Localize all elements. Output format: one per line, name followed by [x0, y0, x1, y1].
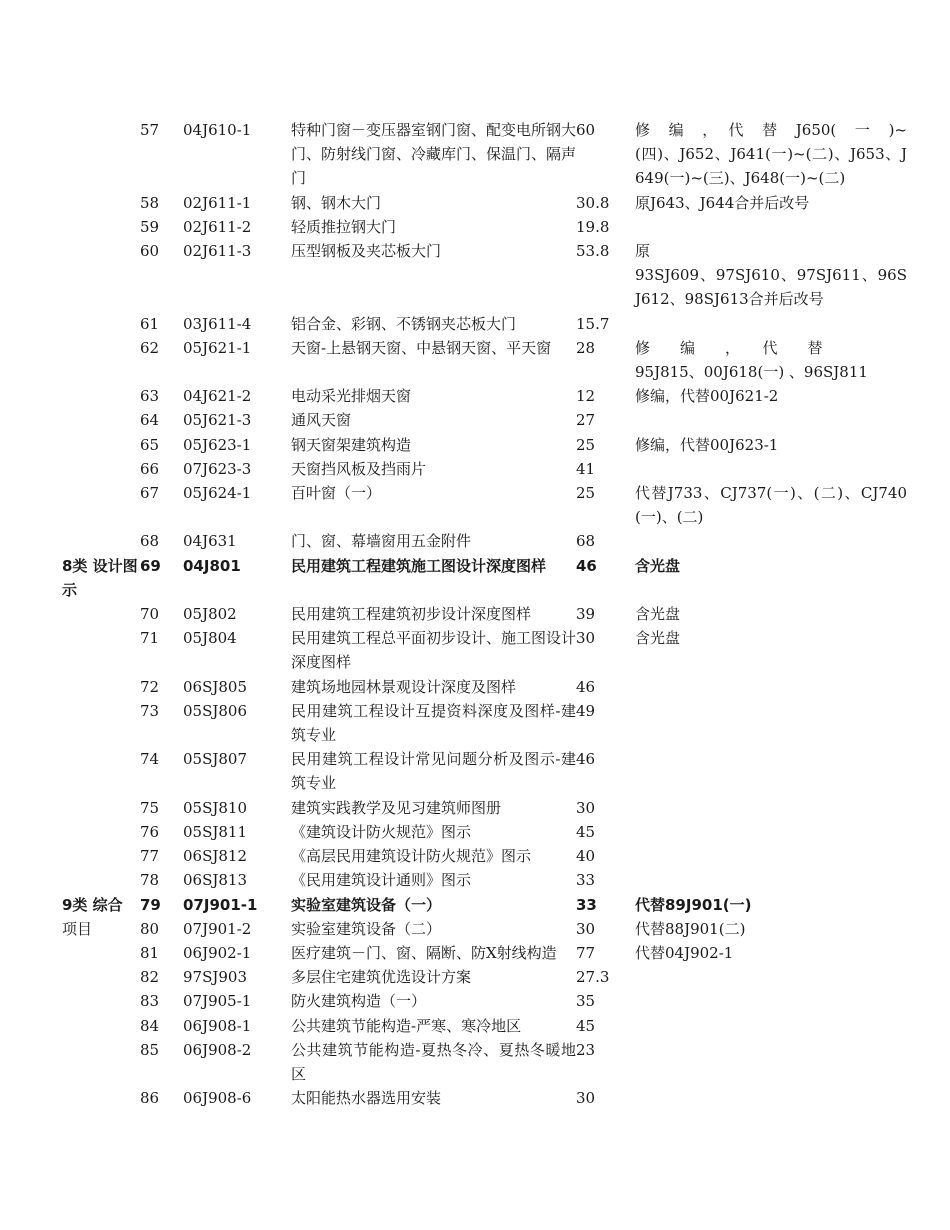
- catalog-table: [60, 118, 910, 1110]
- page-count-cell: 33: [576, 895, 597, 914]
- atlas-code-cell: 06SJ805: [183, 677, 248, 696]
- atlas-title-cell: 民用建筑工程设计常见问题分析及图示-建筑专业: [291, 750, 576, 793]
- page-count-cell: 15.7: [576, 314, 610, 333]
- table-row: [60, 215, 910, 239]
- item-number-cell: 63: [140, 387, 160, 406]
- atlas-title-cell: 多层住宅建筑优选设计方案: [291, 968, 472, 987]
- page-count-cell: 30: [576, 1089, 596, 1108]
- atlas-title-cell: 铝合金、彩钢、不锈钢夹芯板大门: [291, 314, 517, 333]
- atlas-code-cell: 07J905-1: [183, 992, 252, 1011]
- item-number-cell: 57: [140, 121, 160, 139]
- table-row: [60, 1038, 910, 1086]
- item-number-cell: 65: [140, 435, 160, 454]
- page-count-cell: 19.8: [576, 217, 610, 236]
- item-number-cell: 85: [140, 1040, 160, 1059]
- page-count-cell: 49: [576, 701, 596, 720]
- item-number-cell: 64: [140, 411, 160, 430]
- item-number-cell: 82: [140, 968, 160, 987]
- atlas-code-cell: 05J621-1: [183, 338, 252, 357]
- atlas-title-cell: 《建筑设计防火规范》图示: [291, 822, 472, 841]
- page-count-cell: 60: [576, 121, 596, 139]
- remark-cell: 含光盘: [635, 629, 681, 648]
- atlas-title-cell: 公共建筑节能构造-严寒、寒冷地区: [291, 1016, 522, 1035]
- atlas-code-cell: 06SJ812: [183, 847, 248, 866]
- atlas-code-cell: 05SJ811: [183, 822, 248, 841]
- atlas-code-cell: 06J908-6: [183, 1089, 252, 1108]
- atlas-title-cell: 实验室建筑设备（一）: [291, 895, 442, 914]
- table-row: [60, 336, 910, 384]
- item-number-cell: 80: [140, 919, 160, 938]
- table-row: [60, 917, 910, 941]
- atlas-code-cell: 06J902-1: [183, 943, 252, 962]
- table-row: [60, 529, 910, 553]
- atlas-title-cell: 建筑场地园林景观设计深度及图样: [291, 677, 517, 696]
- atlas-code-cell: 04J631: [183, 532, 237, 551]
- atlas-title-cell: 轻质推拉钢大门: [291, 217, 397, 236]
- remark-cell: 修编，代替00J623-1: [635, 435, 779, 454]
- atlas-code-cell: 02J611-3: [183, 242, 252, 261]
- page-count-cell: 41: [576, 459, 596, 478]
- atlas-code-cell: 05SJ810: [183, 798, 248, 817]
- item-number-cell: 72: [140, 677, 160, 696]
- category-cell: 项目: [62, 919, 93, 938]
- item-number-cell: 58: [140, 193, 160, 212]
- item-number-cell: 61: [140, 314, 160, 333]
- table-row: [60, 118, 910, 191]
- atlas-code-cell: 02J611-1: [183, 193, 252, 212]
- page-count-cell: 40: [576, 847, 596, 866]
- remark-cell: 代替88J901(二): [635, 919, 746, 938]
- remark-cell: 原J643、J644合并后改号: [635, 193, 810, 212]
- item-number-cell: 78: [140, 871, 160, 890]
- remark-cell: 代替04J902-1: [635, 943, 734, 962]
- item-number-cell: 67: [140, 484, 160, 503]
- page-count-cell: 77: [576, 943, 596, 962]
- remark-cell: 修编，代替00J621-2: [635, 387, 779, 406]
- atlas-title-cell: 民用建筑工程建筑施工图设计深度图样: [291, 556, 547, 575]
- page-count-cell: 35: [576, 992, 596, 1011]
- page-count-cell: 28: [576, 338, 596, 357]
- page-count-cell: 23: [576, 1040, 596, 1059]
- atlas-title-cell: 《高层民用建筑设计防火规范》图示: [291, 847, 532, 866]
- atlas-title-cell: 特种门窗－变压器室钢门窗、配变电所钢大门、防射线门窗、冷藏库门、保温门、隔声门: [291, 121, 577, 188]
- atlas-code-cell: 05SJ806: [183, 701, 248, 720]
- table-row: [60, 820, 910, 844]
- atlas-code-cell: 04J801: [183, 556, 241, 575]
- table-row: [60, 868, 910, 892]
- atlas-title-cell: 钢天窗架建筑构造: [291, 435, 412, 454]
- table-row: [60, 433, 910, 457]
- atlas-title-cell: 民用建筑工程总平面初步设计、施工图设计深度图样: [291, 629, 577, 672]
- atlas-code-cell: 06J908-2: [183, 1040, 252, 1059]
- atlas-code-cell: 02J611-2: [183, 217, 252, 236]
- item-number-cell: 66: [140, 459, 160, 478]
- page-count-cell: 27: [576, 411, 596, 430]
- atlas-code-cell: 07J623-3: [183, 459, 252, 478]
- table-row: [60, 481, 910, 529]
- page-count-cell: 25: [576, 435, 596, 454]
- atlas-code-cell: 05J623-1: [183, 435, 252, 454]
- atlas-code-cell: 06SJ813: [183, 871, 248, 890]
- table-row: [60, 747, 910, 795]
- page-count-cell: 53.8: [576, 242, 610, 261]
- page-count-cell: 25: [576, 484, 596, 503]
- table-row: [60, 1086, 910, 1110]
- atlas-title-cell: 医疗建筑－门、窗、隔断、防X射线构造: [291, 943, 557, 962]
- atlas-code-cell: 07J901-1: [183, 895, 258, 914]
- page-count-cell: 39: [576, 605, 596, 624]
- item-number-cell: 73: [140, 701, 160, 720]
- remark-cell: 含光盘: [635, 556, 681, 575]
- item-number-cell: 86: [140, 1089, 160, 1108]
- page-count-cell: 27.3: [576, 968, 610, 987]
- table-row: [60, 239, 910, 312]
- item-number-cell: 70: [140, 605, 160, 624]
- atlas-title-cell: 民用建筑工程建筑初步设计深度图样: [291, 605, 532, 624]
- table-row: [60, 191, 910, 215]
- atlas-code-cell: 05SJ807: [183, 750, 248, 769]
- page-count-cell: 30: [576, 919, 596, 938]
- table-row: [60, 384, 910, 408]
- item-number-cell: 59: [140, 217, 160, 236]
- table-row: [60, 675, 910, 699]
- table-row: [60, 408, 910, 432]
- table-row: [60, 844, 910, 868]
- atlas-code-cell: 04J610-1: [183, 121, 252, 139]
- atlas-code-cell: 04J621-2: [183, 387, 252, 406]
- item-number-cell: 62: [140, 338, 160, 357]
- item-number-cell: 69: [140, 556, 161, 575]
- page-count-cell: 30.8: [576, 193, 610, 212]
- table-row: [60, 554, 910, 602]
- item-number-cell: 68: [140, 532, 160, 551]
- remark-cell: 修 编 ， 代 替 95J815、00J618(一) 、96SJ811: [635, 338, 868, 382]
- atlas-title-cell: 天窗-上悬钢天窗、中悬钢天窗、平天窗: [291, 338, 552, 357]
- atlas-code-cell: 06J908-1: [183, 1016, 252, 1035]
- atlas-title-cell: 电动采光排烟天窗: [291, 387, 412, 406]
- table-row: [60, 796, 910, 820]
- item-number-cell: 77: [140, 847, 160, 866]
- atlas-title-cell: 门、窗、幕墙窗用五金附件: [291, 532, 472, 551]
- atlas-code-cell: 07J901-2: [183, 919, 252, 938]
- atlas-title-cell: 《民用建筑设计通则》图示: [291, 871, 472, 890]
- atlas-title-cell: 公共建筑节能构造-夏热冬冷、夏热冬暖地区: [291, 1040, 576, 1083]
- item-number-cell: 79: [140, 895, 161, 914]
- remark-cell: 代替J733、CJ737(一)、(二)、CJ740(一)、(二): [635, 484, 907, 527]
- atlas-title-cell: 天窗挡风板及挡雨片: [291, 459, 427, 478]
- table-row: [60, 457, 910, 481]
- atlas-title-cell: 实验室建筑设备（二）: [291, 919, 442, 938]
- page-count-cell: 33: [576, 871, 596, 890]
- atlas-title-cell: 太阳能热水器选用安装: [291, 1089, 442, 1108]
- atlas-title-cell: 百叶窗（一）: [291, 484, 382, 503]
- category-cell: 9类 综合: [62, 895, 123, 914]
- page-count-cell: 46: [576, 556, 597, 575]
- atlas-title-cell: 钢、钢木大门: [291, 193, 382, 212]
- page-count-cell: 30: [576, 798, 596, 817]
- page-count-cell: 45: [576, 822, 596, 841]
- atlas-code-cell: 03J611-4: [183, 314, 252, 333]
- item-number-cell: 71: [140, 629, 160, 648]
- atlas-title-cell: 通风天窗: [291, 411, 352, 430]
- atlas-code-cell: 05J621-3: [183, 411, 252, 430]
- atlas-code-cell: 05J802: [183, 605, 237, 624]
- remark-cell: 代替89J901(一): [635, 895, 752, 914]
- page-count-cell: 45: [576, 1016, 596, 1035]
- item-number-cell: 75: [140, 798, 160, 817]
- table-row: [60, 1014, 910, 1038]
- table-row: [60, 893, 910, 917]
- item-number-cell: 84: [140, 1016, 160, 1035]
- item-number-cell: 83: [140, 992, 160, 1011]
- atlas-title-cell: 防火建筑构造（一）: [291, 992, 427, 1011]
- atlas-code-cell: 05J624-1: [183, 484, 252, 503]
- remark-cell: 含光盘: [635, 605, 681, 624]
- table-row: [60, 626, 910, 674]
- item-number-cell: 81: [140, 943, 160, 962]
- category-cell: 8类 设计图示: [62, 556, 138, 599]
- table-row: [60, 312, 910, 336]
- item-number-cell: 74: [140, 750, 160, 769]
- atlas-code-cell: 97SJ903: [183, 968, 248, 987]
- atlas-code-cell: 05J804: [183, 629, 237, 648]
- page-count-cell: 46: [576, 677, 596, 696]
- remark-cell: 修 编 ， 代 替 J650( 一 )~(四)、J652、J641(一)~(二)、J653、J649(一)~(三)、J648(一)~(二): [635, 121, 907, 188]
- page-count-cell: 30: [576, 629, 596, 648]
- table-row: [60, 699, 910, 747]
- page-count-cell: 12: [576, 387, 596, 406]
- table-row: [60, 989, 910, 1013]
- atlas-title-cell: 建筑实践教学及见习建筑师图册: [291, 798, 502, 817]
- table-row: [60, 602, 910, 626]
- table-row: [60, 965, 910, 989]
- table-row: [60, 941, 910, 965]
- item-number-cell: 76: [140, 822, 160, 841]
- remark-cell: 原 93SJ609、97SJ610、97SJ611、96SJ612、98SJ613合并后改号: [635, 242, 907, 309]
- atlas-title-cell: 民用建筑工程设计互提资料深度及图样-建筑专业: [291, 701, 576, 745]
- page-count-cell: 68: [576, 532, 596, 551]
- atlas-title-cell: 压型钢板及夹芯板大门: [291, 242, 442, 261]
- item-number-cell: 60: [140, 242, 160, 261]
- page-count-cell: 46: [576, 750, 596, 769]
